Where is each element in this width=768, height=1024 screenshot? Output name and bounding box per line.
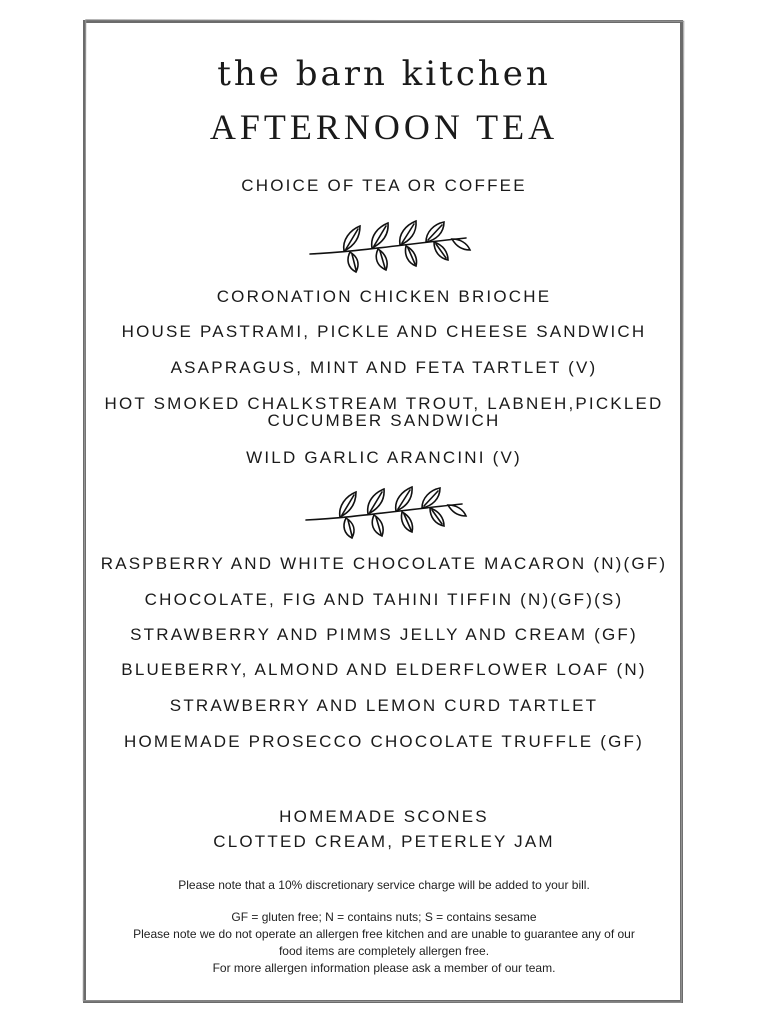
sweet-item: RASPBERRY AND WHITE CHOCOLATE MACARON (N)(GF) [100,554,668,573]
sweet-item: CHOCOLATE, FIG AND TAHINI TIFFIN (N)(GF)(S) [144,590,624,609]
scones-accompaniments: CLOTTED CREAM, PETERLEY JAM [213,832,555,851]
page-title: AFTERNOON TEA [209,107,559,147]
drinks-line: CHOICE OF TEA OR COFFEE [241,176,527,195]
savoury-item: HOUSE PASTRAMI, PICKLE AND CHEESE SANDWICH [121,322,647,341]
sweet-item: HOMEMADE PROSECCO CHOCOLATE TRUFFLE (GF) [124,732,644,751]
allergen-contact-note: For more allergen information please ask a member of our team. [212,961,556,975]
service-charge-note: Please note that a 10% discretionary service charge will be added to your bill. [178,878,590,892]
savoury-item: CUCUMBER SANDWICH [267,411,501,430]
allergen-disclaimer: food items are completely allergen free. [278,944,490,958]
leaf-sprig-icon [306,218,472,274]
savoury-item: HOT SMOKED CHALKSTREAM TROUT, LABNEH,PICKLED [104,394,664,413]
scones-heading: HOMEMADE SCONES [279,807,489,826]
sweet-item: STRAWBERRY AND LEMON CURD TARTLET [169,696,599,715]
sweet-item: STRAWBERRY AND PIMMS JELLY AND CREAM (GF) [130,625,638,644]
brand-name: the barn kitchen [217,54,551,94]
leaf-sprig-icon [302,484,468,540]
savoury-item: WILD GARLIC ARANCINI (V) [246,448,522,467]
sweet-item: BLUEBERRY, ALMOND AND ELDERFLOWER LOAF (N) [121,660,647,679]
allergen-key: GF = gluten free; N = contains nuts; S = contains sesame [231,910,537,924]
savoury-item: CORONATION CHICKEN BRIOCHE [216,287,552,306]
savoury-item: ASAPRAGUS, MINT AND FETA TARTLET (V) [170,358,598,377]
allergen-disclaimer: Please note we do not operate an allergen free kitchen and are unable to guarantee any of our [133,927,635,941]
